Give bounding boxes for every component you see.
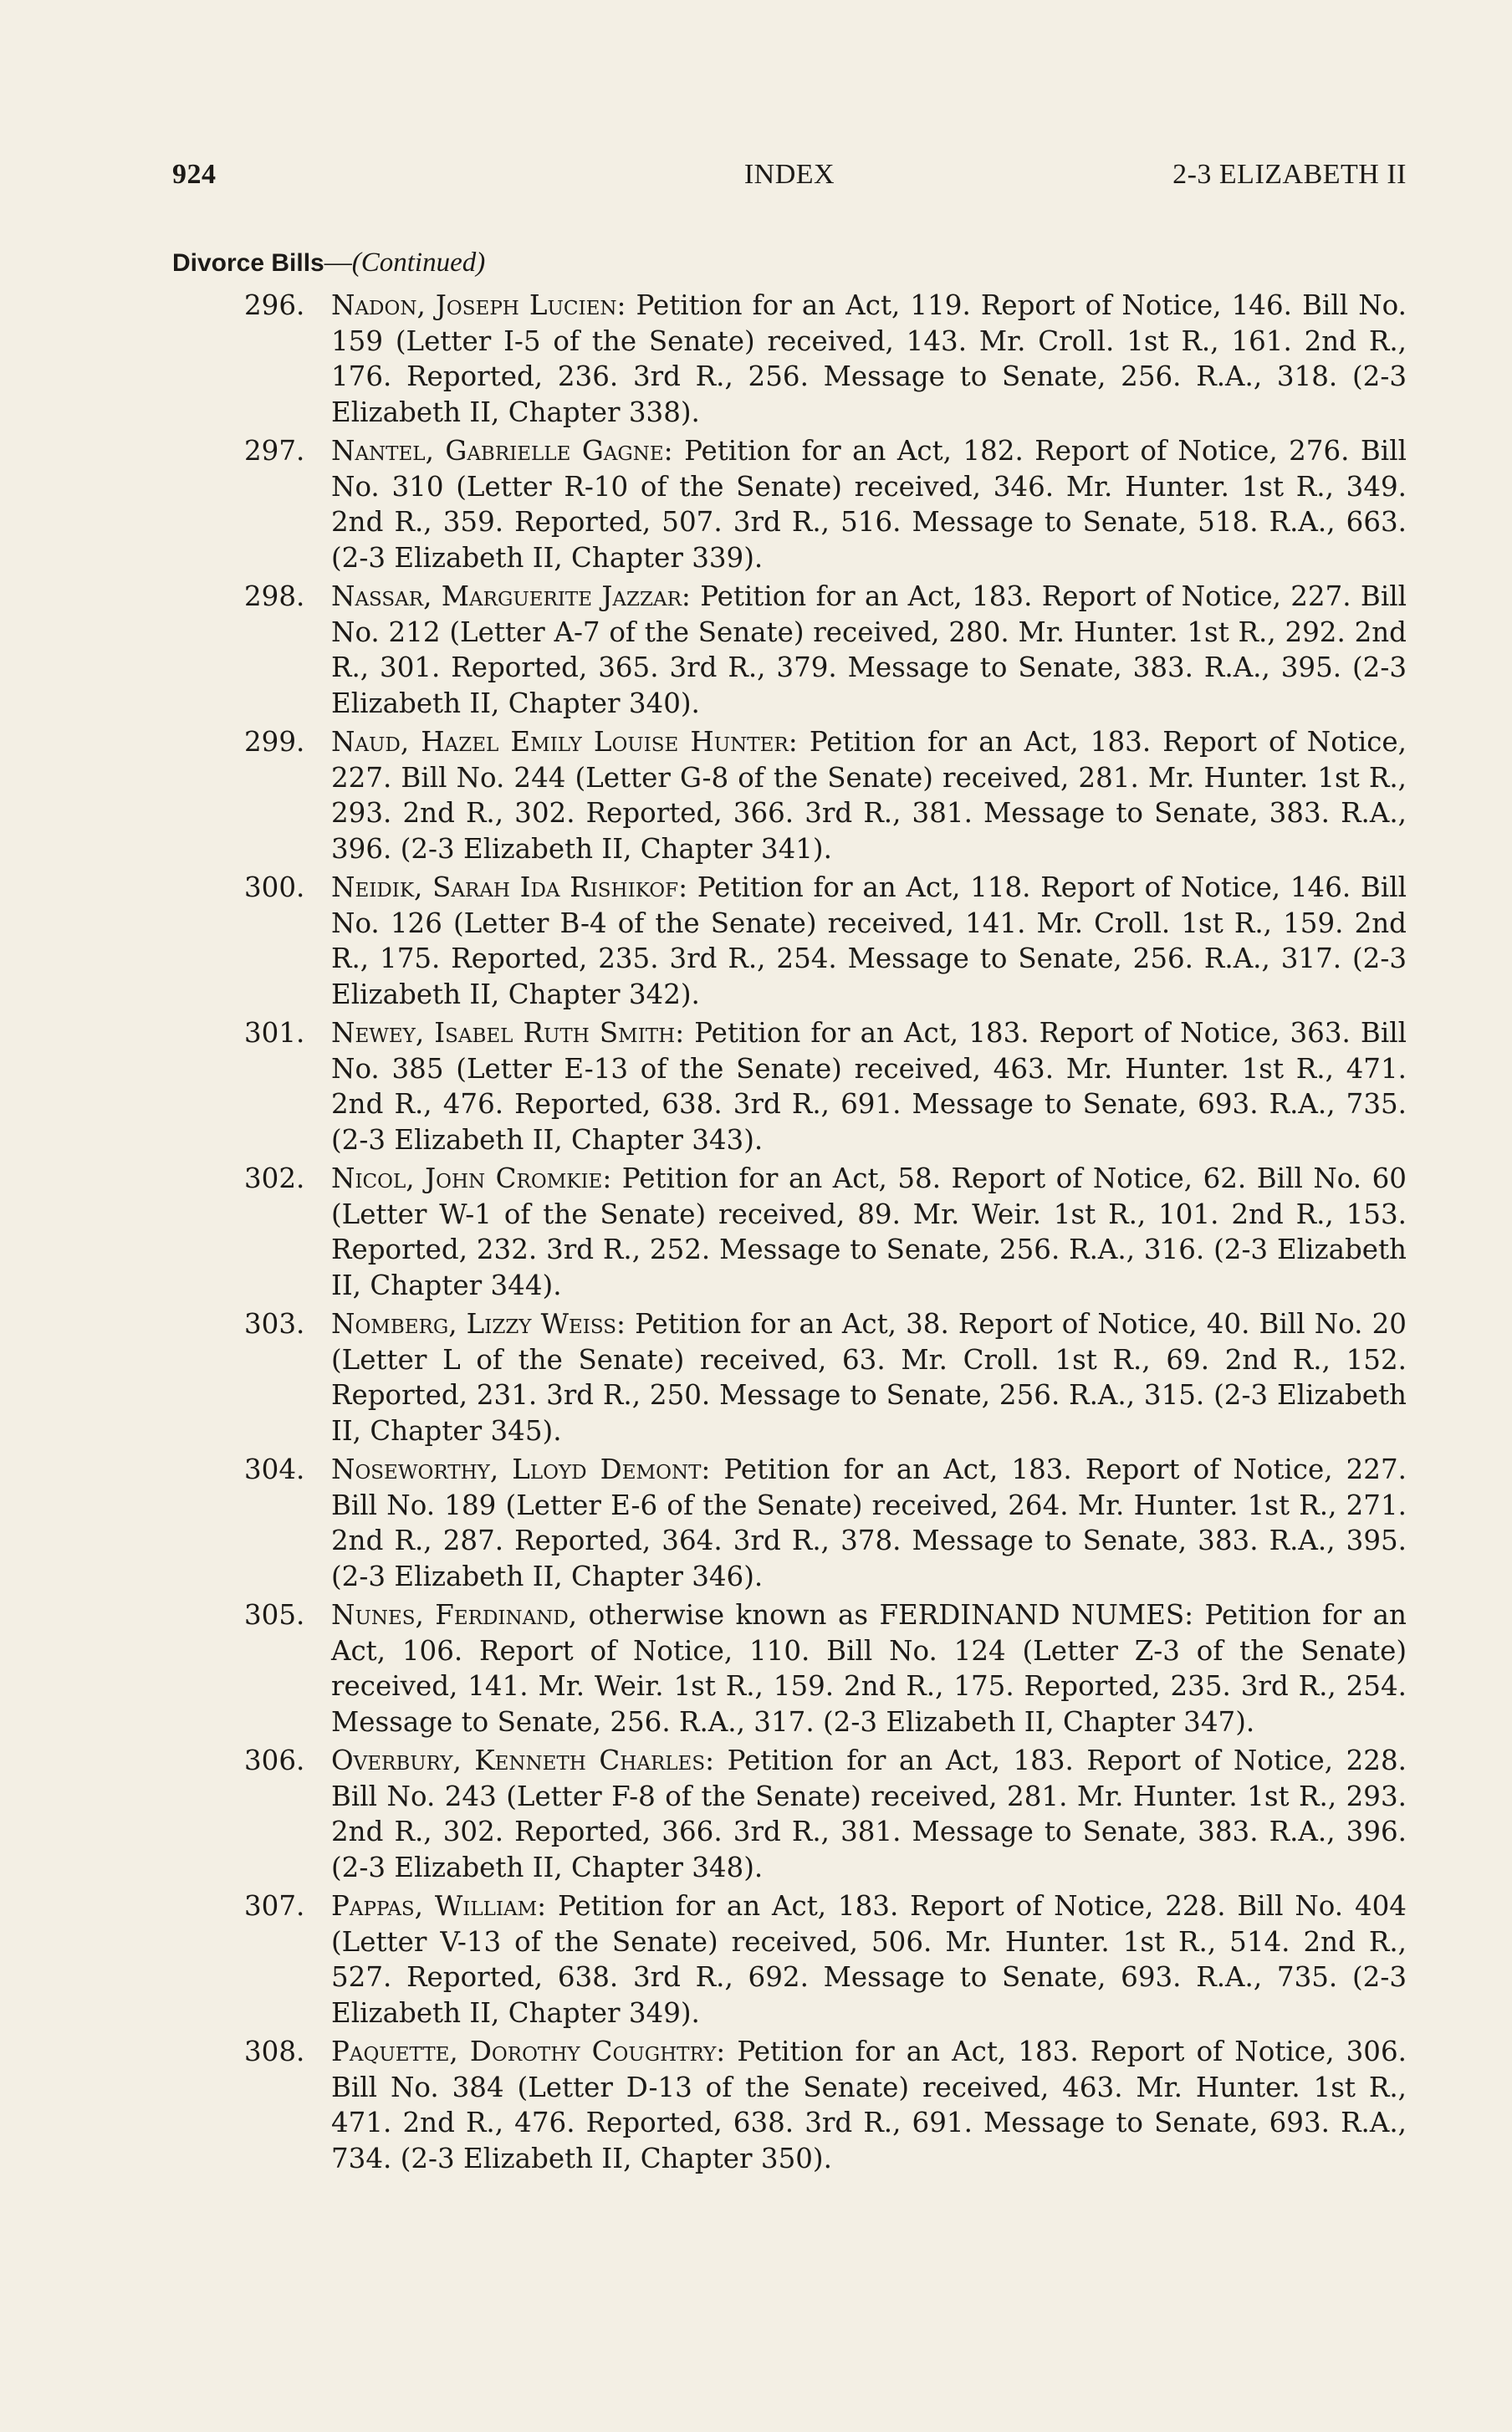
entry-text: Petition for an Act, 183. Report of Notice, 228. Bill No. 404 (Letter V-13 of the Senate) received, 506. Mr. Hunter. 1st R., 514. 2nd R., 527. Reported, 638. 3rd R., 692. Message to Senate, 693. R.A., 735. (2-3 Elizabeth II, Chapter 349). [331, 1890, 1407, 2029]
index-entry [172, 1597, 1407, 1740]
running-title: INDEX [743, 159, 835, 190]
entry-number: 304. [244, 1454, 305, 1485]
entry-text: Petition for an Act, 119. Report of Notice, 146. Bill No. 159 (Letter I-5 of the Senate) received, 143. Mr. Croll. 1st R., 161. 2nd R., 176. Reported, 236. 3rd R., 256. Message to Senate, 256. R.A., 318. (2-3 Elizabeth II, Chapter 338). [331, 289, 1407, 428]
entry-number: 299. [244, 726, 305, 758]
index-entry [172, 1888, 1407, 2031]
volume-label: 2-3 ELIZABETH II [1172, 159, 1407, 190]
entry-name: Nantel, Gabrielle Gagne: [331, 435, 673, 467]
entry-text: Petition for an Act, 183. Report of Notice, 228. Bill No. 243 (Letter F-8 of the Senate) received, 281. Mr. Hunter. 1st R., 293. 2nd R., 302. Reported, 366. 3rd R., 381. Message to Senate, 383. R.A., 396. (2-3 Elizabeth II, Chapter 348). [331, 1745, 1407, 1883]
entry-text: otherwise known as FERDINAND NUMES: Petition for an Act, 106. Report of Notice, 110. Bill No. 124 (Letter Z-3 of the Senate) received, 141. Mr. Weir. 1st R., 159. 2nd R., 175. Reported, 235. 3rd R., 254. Message to Senate, 256. R.A., 317. (2-3 Elizabeth II, Chapter 347). [331, 1599, 1407, 1738]
index-entry [172, 1306, 1407, 1448]
index-entries [172, 288, 1407, 2179]
page-header [172, 159, 1407, 201]
index-entry [172, 2034, 1407, 2176]
entry-text: Petition for an Act, 183. Report of Notice, 227. Bill No. 244 (Letter G-8 of the Senate) received, 281. Mr. Hunter. 1st R., 293. 2nd R., 302. Reported, 366. 3rd R., 381. Message to Senate, 383. R.A., 396. (2-3 Elizabeth II, Chapter 341). [331, 726, 1407, 865]
index-entry [172, 1743, 1407, 1885]
entry-number: 297. [244, 435, 305, 467]
entry-text: Petition for an Act, 118. Report of Notice, 146. Bill No. 126 (Letter B-4 of the Senate) received, 141. Mr. Croll. 1st R., 159. 2nd R., 175. Reported, 235. 3rd R., 254. Message to Senate, 256. R.A., 317. (2-3 Elizabeth II, Chapter 342). [331, 871, 1407, 1010]
entry-name: Paquette, Dorothy Coughtry: [331, 2036, 726, 2067]
entry-number: 306. [244, 1745, 305, 1776]
index-entry [172, 1452, 1407, 1594]
entry-name: Nomberg, Lizzy Weiss: [331, 1308, 626, 1340]
entry-number: 296. [244, 289, 305, 321]
section-title: Divorce Bills [172, 249, 324, 277]
entry-name: Nunes, Ferdinand, [331, 1599, 578, 1631]
index-entry [172, 870, 1407, 1012]
continued-label: (Continued) [351, 248, 486, 278]
entry-text: Petition for an Act, 58. Report of Notice, 62. Bill No. 60 (Letter W-1 of the Senate) received, 89. Mr. Weir. 1st R., 101. 2nd R., 153. Reported, 232. 3rd R., 252. Message to Senate, 256. R.A., 316. (2-3 Elizabeth II, Chapter 344). [331, 1162, 1407, 1301]
entry-number: 301. [244, 1017, 305, 1049]
entry-text: Petition for an Act, 183. Report of Notice, 306. Bill No. 384 (Letter D-13 of the Senate) received, 463. Mr. Hunter. 1st R., 471. 2nd R., 476. Reported, 638. 3rd R., 691. Message to Senate, 693. R.A., 734. (2-3 Elizabeth II, Chapter 350). [331, 2036, 1407, 2174]
index-entry [172, 579, 1407, 721]
entry-name: Newey, Isabel Ruth Smith: [331, 1017, 685, 1049]
index-entry [172, 288, 1407, 430]
entry-name: Noseworthy, Lloyd Demont: [331, 1454, 711, 1485]
index-entry [172, 724, 1407, 866]
section-heading [172, 248, 485, 278]
entry-text: Petition for an Act, 182. Report of Notice, 276. Bill No. 310 (Letter R-10 of the Senate) received, 346. Mr. Hunter. 1st R., 349. 2nd R., 359. Reported, 507. 3rd R., 516. Message to Senate, 518. R.A., 663. (2-3 Elizabeth II, Chapter 339). [331, 435, 1407, 574]
page-number: 924 [172, 159, 217, 190]
index-entry [172, 1161, 1407, 1303]
entry-name: Pappas, William: [331, 1890, 547, 1922]
index-entry [172, 1015, 1407, 1157]
entry-number: 307. [244, 1890, 305, 1922]
entry-name: Nicol, John Cromkie: [331, 1162, 612, 1194]
entry-text: Petition for an Act, 183. Report of Notice, 363. Bill No. 385 (Letter E-13 of the Senate) received, 463. Mr. Hunter. 1st R., 471. 2nd R., 476. Reported, 638. 3rd R., 691. Message to Senate, 693. R.A., 735. (2-3 Elizabeth II, Chapter 343). [331, 1017, 1407, 1156]
entry-number: 302. [244, 1162, 305, 1194]
entry-name: Naud, Hazel Emily Louise Hunter: [331, 726, 798, 758]
section-dash: — [324, 248, 352, 278]
entry-number: 303. [244, 1308, 305, 1340]
entry-name: Neidik, Sarah Ida Rishikof: [331, 871, 688, 903]
entry-text: Petition for an Act, 183. Report of Notice, 227. Bill No. 212 (Letter A-7 of the Senate) received, 280. Mr. Hunter. 1st R., 292. 2nd R., 301. Reported, 365. 3rd R., 379. Message to Senate, 383. R.A., 395. (2-3 Elizabeth II, Chapter 340). [331, 580, 1407, 719]
entry-number: 298. [244, 580, 305, 612]
entry-number: 308. [244, 2036, 305, 2067]
entry-name: Nadon, Joseph Lucien: [331, 289, 626, 321]
entry-number: 305. [244, 1599, 305, 1631]
entry-name: Overbury, Kenneth Charles: [331, 1745, 715, 1776]
entry-text: Petition for an Act, 183. Report of Notice, 227. Bill No. 189 (Letter E-6 of the Senate) received, 264. Mr. Hunter. 1st R., 271. 2nd R., 287. Reported, 364. 3rd R., 378. Message to Senate, 383. R.A., 395. (2-3 Elizabeth II, Chapter 346). [331, 1454, 1407, 1592]
entry-number: 300. [244, 871, 305, 903]
entry-name: Nassar, Marguerite Jazzar: [331, 580, 691, 612]
entry-text: Petition for an Act, 38. Report of Notice, 40. Bill No. 20 (Letter L of the Senate) received, 63. Mr. Croll. 1st R., 69. 2nd R., 152. Reported, 231. 3rd R., 250. Message to Senate, 256. R.A., 315. (2-3 Elizabeth II, Chapter 345). [331, 1308, 1407, 1447]
index-entry [172, 433, 1407, 575]
